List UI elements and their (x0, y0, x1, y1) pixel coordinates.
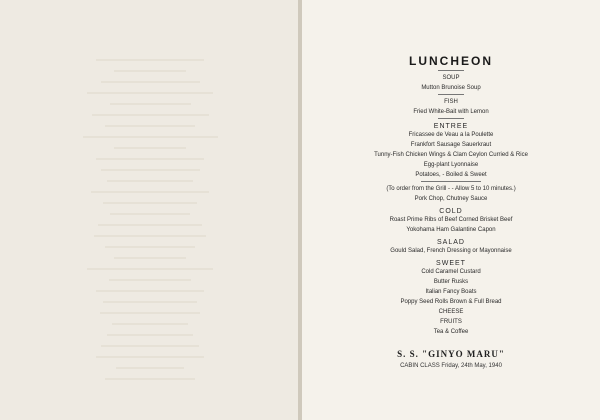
salad-heading: SALAD (437, 239, 465, 246)
divider (421, 181, 481, 182)
sweet-item: Cold Caramel Custard (421, 269, 481, 275)
entree-item: Potatoes, - Boiled & Sweet (415, 172, 487, 178)
menu-title: LUNCHEON (409, 54, 493, 68)
sweet-item: Poppy Seed Rolls Brown & Full Bread (400, 299, 502, 305)
soup-item: Mutton Brunoise Soup (421, 85, 481, 91)
bleed-through-marks (60, 50, 240, 389)
divider (438, 94, 464, 95)
divider (438, 118, 464, 119)
fish-item: Fried White-Bait with Lemon (413, 109, 489, 115)
sweet-item: Italian Fancy Boats (425, 289, 477, 295)
drinks-item: Tea & Coffee (433, 329, 469, 335)
luncheon-menu (302, 54, 600, 337)
grill-item: Pork Chop, Chutney Sauce (414, 196, 488, 202)
divider (438, 70, 464, 71)
sweet-heading: SWEET (436, 260, 466, 267)
cheese-heading: CHEESE (438, 309, 464, 315)
left-page (0, 0, 298, 420)
date-line: CABIN CLASS Friday, 24th May, 1940 (400, 363, 502, 369)
soup-heading: SOUP (442, 75, 460, 81)
cold-heading: COLD (439, 208, 463, 215)
fruits-heading: FRUITS (440, 319, 462, 325)
cold-item: Roast Prime Ribs of Beef Corned Brisket Beef (389, 217, 513, 223)
entree-item: Tunny-Fish Chicken Wings & Clam Ceylon Curried & Rice (374, 152, 528, 158)
fish-heading: FISH (444, 99, 458, 105)
entree-heading: ENTREE (433, 123, 469, 130)
entree-item: Egg-plant Lyonnaise (423, 162, 479, 168)
sweet-item: Butter Rusks (433, 279, 469, 285)
ship-name: S. S. "GINYO MARU" (397, 349, 505, 359)
entree-item: Frankfort Sausage Sauerkraut (410, 142, 492, 148)
right-page (302, 0, 600, 420)
grill-note: (To order from the Grill - - Allow 5 to 10 minutes.) (386, 186, 516, 192)
salad-item: Gould Salad, French Dressing or Mayonnaise (390, 248, 512, 254)
cold-item: Yokohama Ham Galantine Capon (406, 227, 496, 233)
entree-item: Fricassee de Veau a la Poulette (408, 132, 494, 138)
